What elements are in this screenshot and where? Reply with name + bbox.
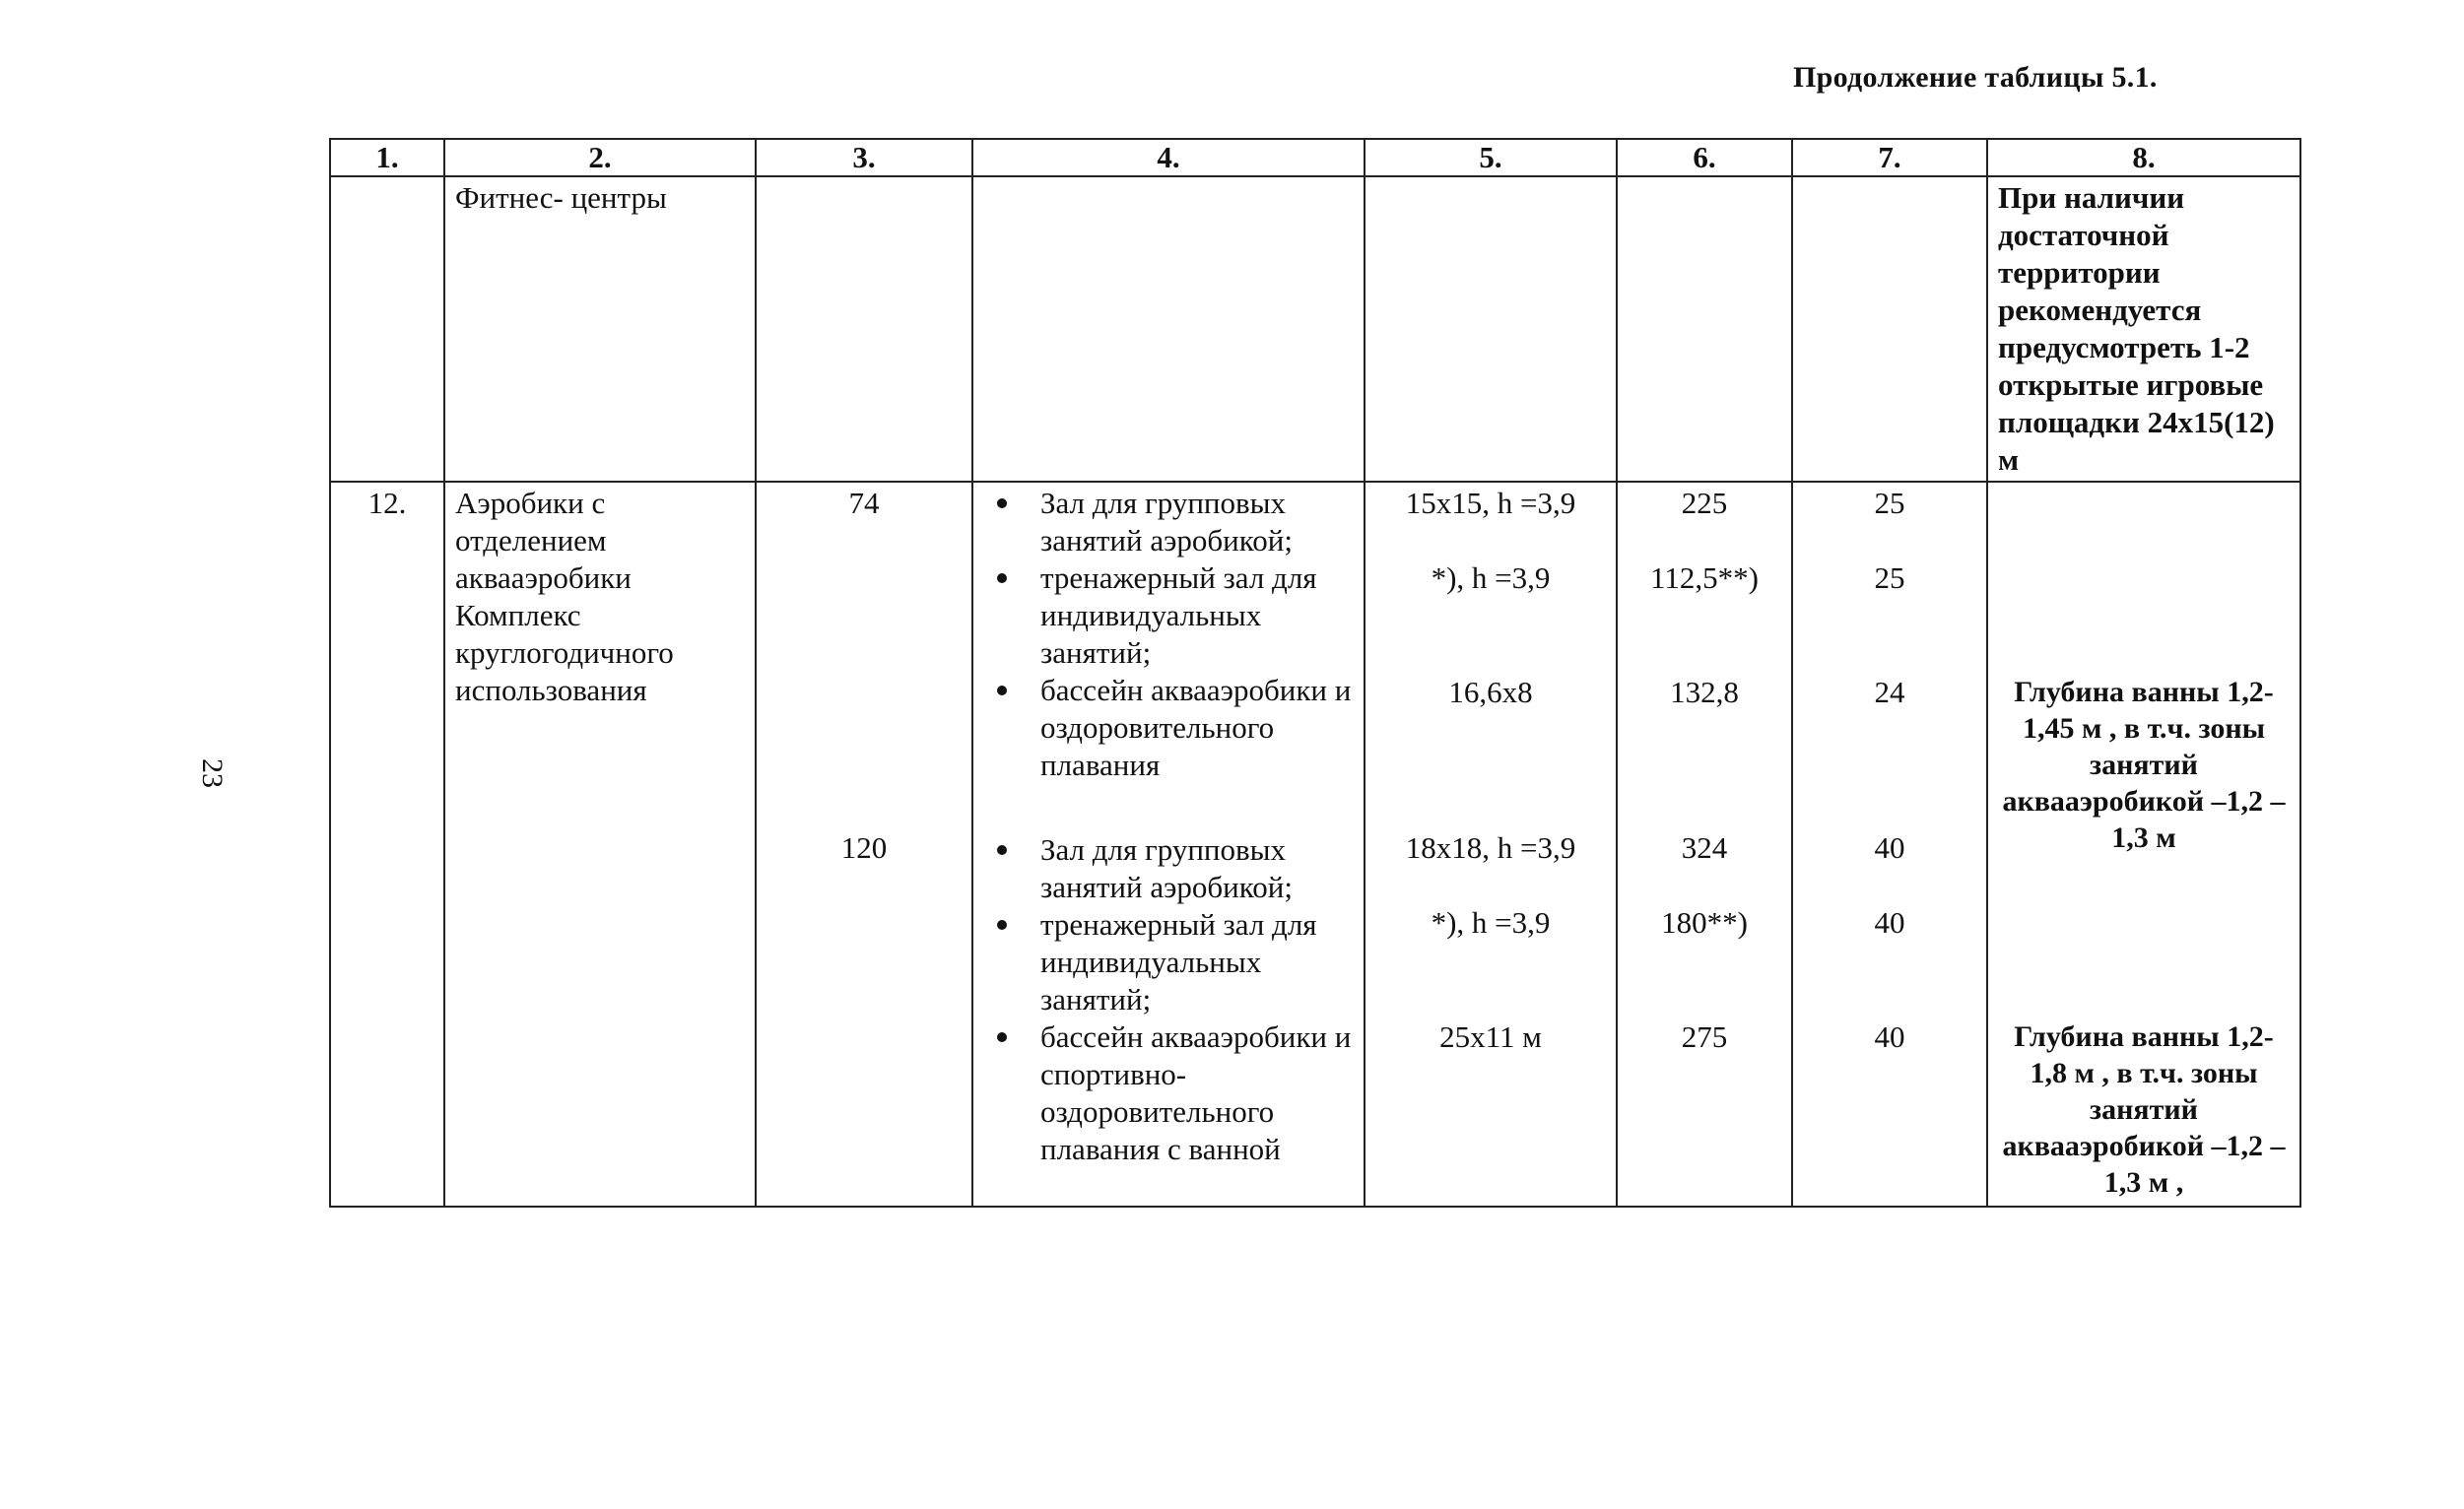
room-dimensions: *), h =3,9 (1431, 905, 1551, 940)
cell-empty (1792, 176, 1987, 482)
room-area: 112,5**) (1650, 560, 1759, 595)
header-col-4: 4. (972, 139, 1365, 176)
header-col-3: 3. (756, 139, 972, 176)
row-number: 12. (330, 482, 444, 1207)
header-col-6: 6. (1617, 139, 1792, 176)
fitness-centers-label: Фитнес- центры (444, 176, 756, 482)
room-people: 40 (1874, 905, 1905, 940)
table-continuation-caption: Продолжение таблицы 5.1. (1793, 61, 2158, 94)
room-dimensions: 25х11 м (1439, 1019, 1542, 1054)
header-col-2: 2. (444, 139, 756, 176)
header-col-8: 8. (1987, 139, 2300, 176)
capacity-value: 120 (840, 830, 888, 865)
list-item: бассейн аквааэробики и оздоровительного плавания (983, 672, 1354, 784)
room-people: 40 (1874, 1019, 1905, 1054)
capacity-value: 74 (848, 486, 880, 520)
cell-empty (756, 176, 972, 482)
facilities-table (329, 138, 2301, 1208)
room-dimensions: 16,6х8 (1448, 675, 1533, 709)
list-item: Зал для групповых занятий аэробикой; (983, 831, 1354, 906)
room-people: 24 (1874, 675, 1905, 709)
header-row (330, 139, 2300, 176)
room-area: 132,8 (1670, 675, 1739, 709)
room-dimensions: 18х18, h =3,9 (1405, 830, 1576, 865)
page-number: 23 (196, 758, 229, 788)
area-cell (1617, 482, 1792, 1207)
list-item: тренажерный зал для индивидуальных занятий; (983, 559, 1354, 672)
cell-empty (1617, 176, 1792, 482)
cell-empty (330, 176, 444, 482)
people-cell (1792, 482, 1987, 1207)
list-item: Зал для групповых занятий аэробикой; (983, 485, 1354, 559)
pool-depth-note: Глубина ванны 1,2-1,8 м , в т.ч. зоны занятий аквааэробикой –1,2 – 1,3 м , (2002, 1020, 2286, 1199)
capacity-cell (756, 482, 972, 1207)
room-area: 275 (1681, 1019, 1728, 1054)
room-area: 180**) (1661, 905, 1748, 940)
room-dimensions: 15х15, h =3,9 (1405, 486, 1576, 520)
room-people: 40 (1874, 830, 1905, 865)
list-item: тренажерный зал для индивидуальных занятий; (983, 906, 1354, 1018)
pool-depth-note: Глубина ванны 1,2-1,45 м , в т.ч. зоны занятий аквааэробикой –1,2 – 1,3 м (2002, 676, 2286, 854)
table-row-fitness-centers (330, 176, 2300, 482)
header-col-7: 7. (1792, 139, 1987, 176)
room-people: 25 (1874, 560, 1905, 595)
rooms-list-group-2 (983, 831, 1354, 1168)
facility-description: Аэробики с отделением аквааэробики Комплекс круглогодичного использования (444, 482, 756, 1207)
header-col-1: 1. (330, 139, 444, 176)
notes-cell (1987, 482, 2300, 1207)
room-area: 225 (1681, 486, 1728, 520)
cell-empty (972, 176, 1365, 482)
room-area: 324 (1681, 830, 1728, 865)
header-col-5: 5. (1365, 139, 1617, 176)
rooms-cell (972, 482, 1365, 1207)
room-dimensions: *), h =3,9 (1431, 560, 1551, 595)
fitness-centers-note: При наличии достаточной территории рекомендуется предусмотреть 1-2 открытые игровые площадки 24х15(12) м (1987, 176, 2300, 482)
list-item: бассейн аквааэробики и спортивно- оздоровительного плавания с ванной (983, 1018, 1354, 1168)
cell-empty (1365, 176, 1617, 482)
rooms-list-group-1 (983, 485, 1354, 784)
dimensions-cell (1365, 482, 1617, 1207)
room-people: 25 (1874, 486, 1905, 520)
table-row-12 (330, 482, 2300, 1207)
